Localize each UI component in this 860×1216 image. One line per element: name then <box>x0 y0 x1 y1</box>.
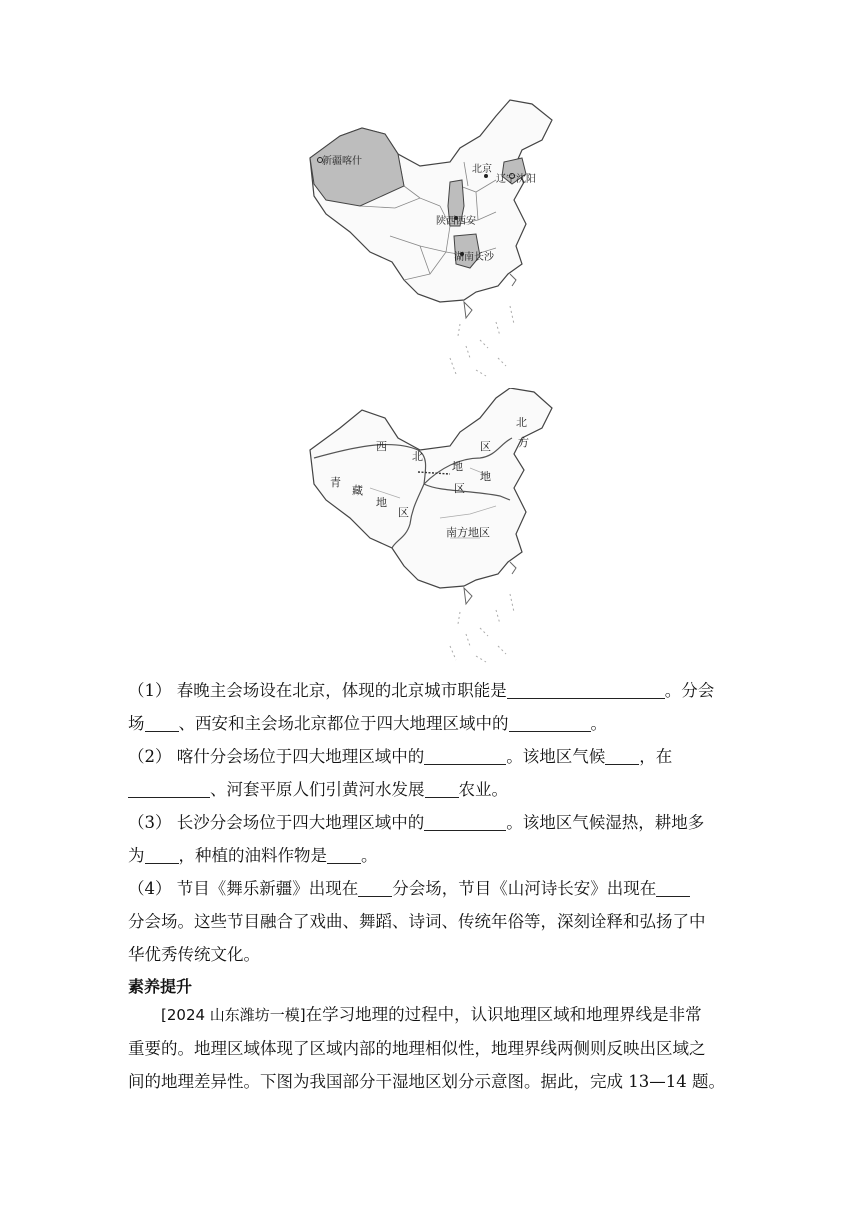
label-qu-n: 区 <box>480 440 491 453</box>
label-xi: 西 <box>376 440 387 453</box>
q2-blank-agriculture[interactable] <box>425 779 459 798</box>
map-china-venues <box>300 96 560 386</box>
label-di-qz: 地 <box>376 496 387 509</box>
label-di-n: 地 <box>480 470 491 483</box>
source-tag: [2024 山东潍坊一模] <box>161 1006 306 1024</box>
q4-blank-venue1[interactable] <box>358 878 392 897</box>
q3-blank-farmland[interactable] <box>145 845 179 864</box>
q1-blank-venue[interactable] <box>145 713 179 732</box>
section-paragraph: [2024 山东潍坊一模]在学习地理的过程中，认识地理区域和地理界线是非常 重要的。地理区域体现了区域内部的地理相似性，地理界线两侧则反映出区域之 间的地理差异性。下图为我国部分干湿地区划分示意图。据此，完成 13—14 题。 <box>128 1005 725 1091</box>
label-changsha: 湖南长沙 <box>454 252 494 263</box>
label-south: 南方地区 <box>446 526 490 539</box>
label-fang: 方 <box>518 436 529 449</box>
label-qu-nw: 区 <box>454 482 465 495</box>
q1-blank-function[interactable] <box>507 680 665 699</box>
q2-line2: 、河套平原人们引黄河水发展 农业。 <box>128 773 740 806</box>
label-bei2: 北 <box>516 416 527 429</box>
label-qing: 青 <box>330 476 341 489</box>
q1-line1: （1） 春晚主会场设在北京，体现的北京城市职能是 。分会 <box>128 681 715 700</box>
map-china-regions <box>300 388 560 668</box>
q2-blank-climate[interactable] <box>605 746 639 765</box>
q4-blank-venue2[interactable] <box>656 878 690 897</box>
q3-blank-oilcrop[interactable] <box>327 845 361 864</box>
label-qu-qz: 区 <box>398 506 409 519</box>
section-heading: 素养提升 <box>128 977 193 996</box>
label-di-nw: 地 <box>452 460 463 473</box>
label-xian: 陕西西安 <box>436 216 476 227</box>
q1-line2: 场 、西安和主会场北京都位于四大地理区域中的 。 <box>128 714 607 733</box>
q4-line3: 华优秀传统文化。 <box>128 945 260 964</box>
label-kashgar: 新疆喀什 <box>322 156 362 167</box>
question-block <box>128 674 740 971</box>
label-shenyang: 辽宁沈阳 <box>496 174 536 185</box>
q2-line1: （2） 喀什分会场位于四大地理区域中的 。该地区气候 ，在 <box>128 747 673 766</box>
q3-line1: （3） 长沙分会场位于四大地理区域中的 。该地区气候湿热，耕地多 <box>128 813 705 832</box>
label-zang: 藏 <box>352 484 363 497</box>
label-beijing: 北京 <box>472 164 492 175</box>
q3-line2: 为 ，种植的油料作物是 。 <box>128 846 378 865</box>
q2-blank-plain[interactable] <box>128 779 210 798</box>
q3-blank-region[interactable] <box>424 812 506 831</box>
q4-line1: （4） 节目《舞乐新疆》出现在 分会场，节目《山河诗长安》出现在 <box>128 872 740 905</box>
q1-blank-region[interactable] <box>509 713 591 732</box>
label-bei: 北 <box>412 450 423 463</box>
q2-blank-region[interactable] <box>424 746 506 765</box>
q4-line2: 分会场。这些节目融合了戏曲、舞蹈、诗词、传统年俗等，深刻诠释和弘扬了中 <box>128 912 706 931</box>
